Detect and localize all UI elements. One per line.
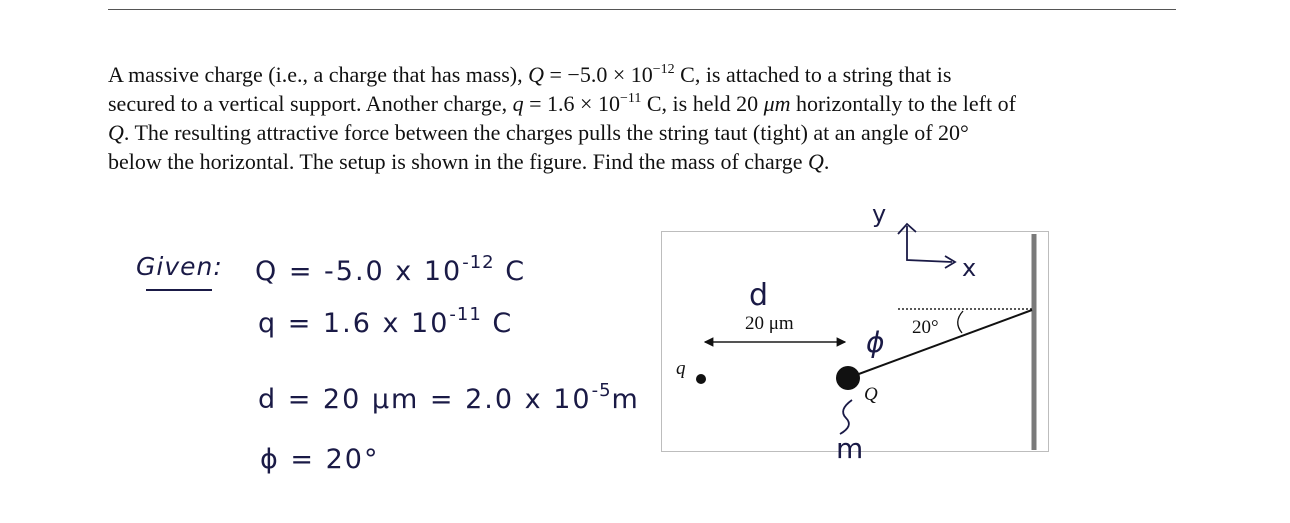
angle-label: 20° (912, 317, 939, 338)
charge-Q-ball (836, 366, 860, 390)
problem-line-1: A massive charge (i.e., a charge that has mass), $Q = -5.0 \times 10^{-12}$ C, is attached to a string that is (108, 62, 952, 87)
hand-phi-label: ϕ (866, 326, 885, 359)
given-Q-value: Q = -5.0 x $10^{-12}$ C (255, 252, 527, 287)
problem-line-3: Q. The resulting attractive force between the charges pulls the string taut (tight) at an angle of 20° (108, 120, 969, 145)
charge-Q-label: Q (864, 384, 878, 405)
mass-pointer (840, 400, 852, 434)
problem-line-4: below the horizontal. The setup is shown in the figure. Find the mass of charge Q. (108, 149, 830, 174)
given-q-value: q = 1.6 x $10^{-11}$ C (258, 304, 514, 339)
hand-d-label: d (749, 278, 769, 313)
given-label: Given: (136, 252, 223, 281)
angle-arc (958, 311, 963, 333)
charge-q-label: q (676, 358, 686, 379)
given-phi-value: ϕ = 20° (260, 444, 380, 475)
charge-q-dot (696, 374, 706, 384)
hand-y-label: y (872, 200, 887, 228)
hand-x-label: x (962, 254, 977, 282)
hand-m-label: m (836, 432, 864, 465)
distance-label: 20 μm (745, 313, 794, 334)
given-d-value: d = 20 μm = 2.0 x $10^{-5}m$ (258, 380, 640, 415)
problem-line-2: secured to a vertical support. Another charge, $q = 1.6 \times 10^{-11}$ C, is held 20 μm horizontally to the left of (108, 91, 1016, 116)
